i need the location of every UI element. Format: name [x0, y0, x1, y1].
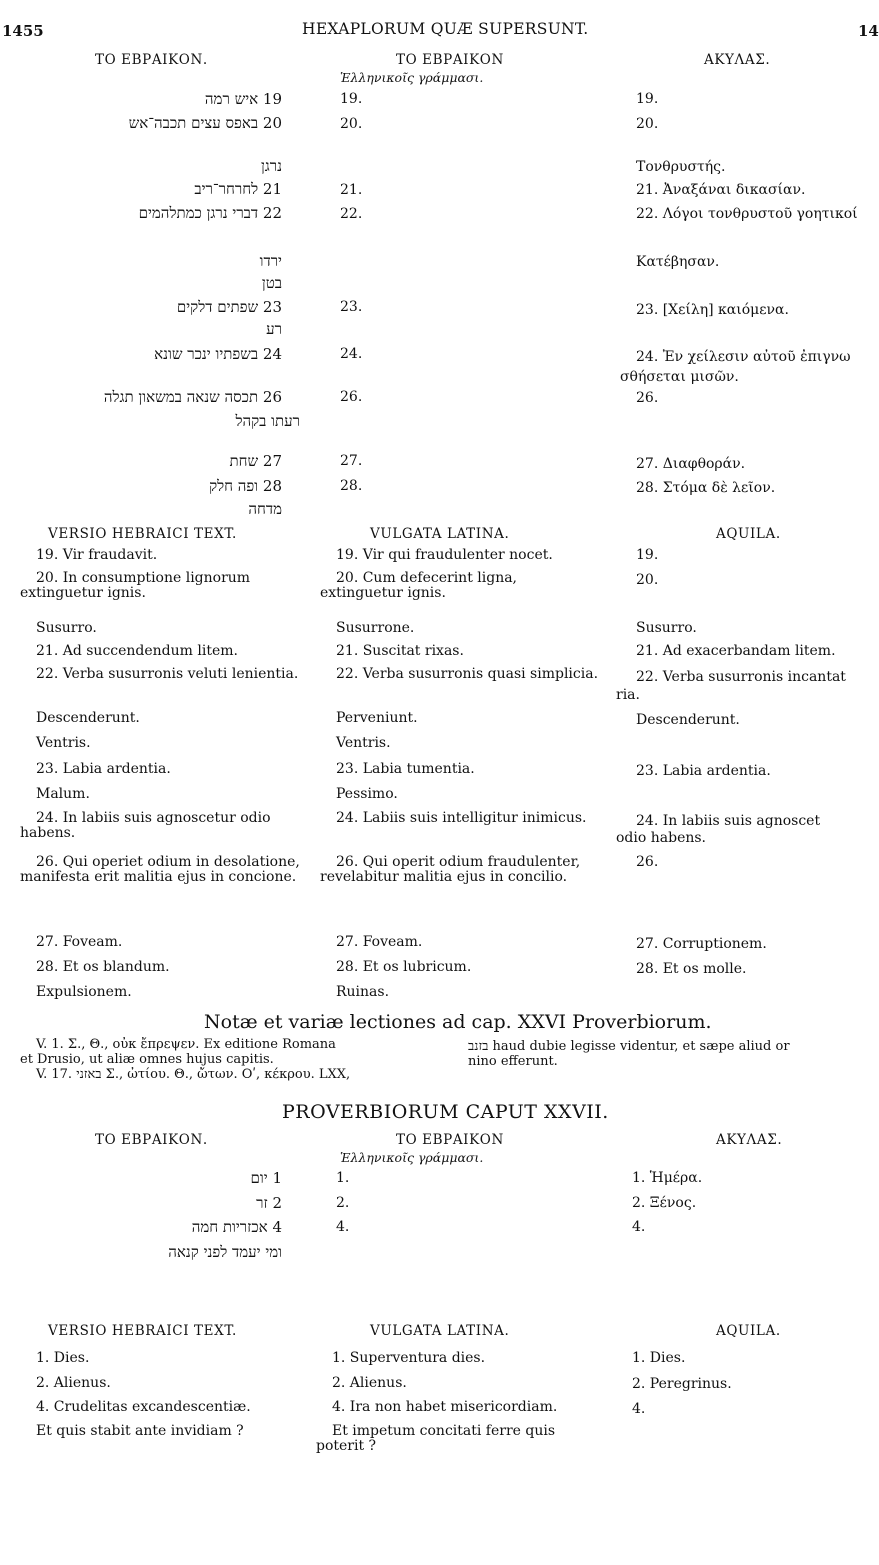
hebrew-line: 2 זר — [256, 1194, 282, 1212]
aquila-latin-line: 1. Dies. — [632, 1350, 686, 1366]
aquila-latin-line: 27. Corruptionem. — [636, 936, 767, 952]
aquila-latin-line: 2. Peregrinus. — [632, 1376, 732, 1392]
notes-title: Notæ et variæ lectiones ad cap. XXVI Proverbiorum. — [204, 1011, 712, 1033]
translit-num: 2. — [336, 1195, 350, 1211]
vulgata-line: 27. Foveam. — [336, 934, 423, 950]
page-number-left: 1455 — [2, 22, 44, 40]
versio-line: Susurro. — [36, 620, 97, 636]
col-header-aquila: ΑΚΥΛΑΣ. — [716, 1132, 783, 1148]
aquila-greek-line: 21. Ἀναξάναι δικασίαν. — [636, 182, 806, 198]
translit-num: 23. — [340, 299, 363, 315]
page-number-right: 14 — [858, 22, 879, 40]
versio-line: Et quis stabit ante invidiam ? — [36, 1423, 244, 1439]
aquila-latin-line: odio habens. — [616, 830, 707, 846]
versio-line: 23. Labia ardentia. — [36, 761, 171, 777]
hebrew-line: ומי יעמד לפני קנאה — [168, 1243, 282, 1261]
versio-line: 22. Verba susurronis veluti lenientia. — [36, 666, 299, 682]
vulgata-line: 23. Labia tumentia. — [336, 761, 475, 777]
versio-line: 2. Alienus. — [36, 1375, 111, 1391]
aquila-greek-line: 19. — [636, 91, 659, 107]
col-header-vulgata: VULGATA LATINA. — [370, 1323, 510, 1339]
col-header-translit: ΤΟ ΕΒΡΑΙΚΟΝ — [396, 1132, 504, 1148]
vulgata-line: 1. Superventura dies. — [332, 1350, 486, 1366]
aquila-latin-line: 20. — [636, 572, 659, 588]
translit-num: 27. — [340, 453, 363, 469]
aquila-greek-line: 23. [Χείλη] καιόμενα. — [636, 302, 789, 318]
col-header-versio: VERSIO HEBRAICI TEXT. — [48, 526, 237, 542]
vulgata-line: Ventris. — [336, 735, 391, 751]
vulgata-line: Susurrone. — [336, 620, 415, 636]
vulgata-line: 28. Et os lubricum. — [336, 959, 472, 975]
hebrew-line: 20 באפס עצים תכבה־אש — [128, 114, 282, 132]
versio-line: 21. Ad succendendum litem. — [36, 643, 238, 659]
running-head-title: HEXAPLORUM QUÆ SUPERSUNT. — [302, 20, 589, 38]
vulgata-line: 26. Qui operit odium fraudulenter, revelabitur malitia ejus in concilio. — [320, 854, 581, 885]
col-header-aquila: ΑΚΥΛΑΣ. — [704, 52, 771, 68]
versio-line: Malum. — [36, 786, 90, 802]
aquila-greek-line: 28. Στόμα δὲ λεῖον. — [636, 480, 776, 496]
chapter-title: PROVERBIORUM CAPUT XXVII. — [282, 1101, 609, 1123]
hebrew-line: רע — [266, 320, 282, 338]
vulgata-line: 22. Verba susurronis quasi simplicia. — [336, 666, 599, 682]
hebrew-line: 4 אכזריות חמה — [191, 1218, 282, 1236]
versio-line: Expulsionem. — [36, 984, 132, 1000]
note-line: V. 1. Σ., Θ., οὐκ ἔπρεψεν. Ex editione Romana — [36, 1037, 336, 1052]
note-line: nino efferunt. — [468, 1054, 558, 1069]
translit-num: 20. — [340, 116, 363, 132]
hebrew-line: 19 איש רמה — [204, 90, 282, 108]
versio-line: Descenderunt. — [36, 710, 140, 726]
aquila-greek-line: 4. — [632, 1219, 646, 1235]
versio-line: 20. In consumptione lignorum extinguetur ignis. — [20, 570, 251, 601]
hebrew-line: 28 ופה חלק — [209, 477, 282, 495]
aquila-greek-line: 26. — [636, 390, 659, 406]
translit-num: 19. — [340, 91, 363, 107]
aquila-greek-line: 2. Ξένος. — [632, 1195, 697, 1211]
translit-num: 1. — [336, 1170, 350, 1186]
aquila-latin-line: Descenderunt. — [636, 712, 740, 728]
vulgata-line: Perveniunt. — [336, 710, 418, 726]
hebrew-line: 1 יום — [250, 1169, 282, 1187]
translit-num: 22. — [340, 206, 363, 222]
vulgata-line: Ruinas. — [336, 984, 390, 1000]
hebrew-line: בטן — [261, 274, 282, 292]
col-header-hebrew: ΤΟ ΕΒΡΑΙΚΟΝ. — [95, 52, 208, 68]
hebrew-line: 23 שפתים דלקים — [176, 298, 282, 316]
versio-line: 4. Crudelitas excandescentiæ. — [36, 1399, 251, 1415]
versio-line: 27. Foveam. — [36, 934, 123, 950]
vulgata-line: 4. Ira non habet misericordiam. — [332, 1399, 558, 1415]
hebrew-line: מדחה — [248, 500, 282, 518]
col-header-versio: VERSIO HEBRAICI TEXT. — [48, 1323, 237, 1339]
note-line: et Drusio, ut aliæ omnes hujus capitis. — [20, 1052, 274, 1067]
vulgata-line: Et impetum concitati ferre quis poterit ? — [316, 1423, 556, 1454]
aquila-latin-line: 4. — [632, 1401, 646, 1417]
versio-line: 19. Vir fraudavit. — [36, 547, 158, 563]
aquila-greek-line: 24. Ἐν χείλεσιν αὐτοῦ ἐπιγνω — [636, 349, 851, 365]
aquila-greek-line: Κατέβησαν. — [636, 254, 720, 270]
aquila-latin-line: ria. — [616, 687, 640, 703]
hebrew-line: ירדו — [259, 252, 282, 270]
translit-num: 24. — [340, 346, 363, 362]
aquila-latin-line: 19. — [636, 547, 659, 563]
hebrew-line: נרגן — [260, 157, 282, 175]
col-header-hebrew: ΤΟ ΕΒΡΑΙΚΟΝ. — [95, 1132, 208, 1148]
vulgata-line: 24. Labiis suis intelligitur inimicus. — [336, 810, 587, 826]
hebrew-line: 22 דברי נרגן כמתלהמים — [138, 204, 282, 222]
col-header-vulgata: VULGATA LATINA. — [370, 526, 510, 542]
aquila-greek-line: 22. Λόγοι τονθρυστοῦ γοητικοί — [636, 206, 858, 222]
aquila-latin-line: 22. Verba susurronis incantat — [636, 669, 846, 685]
vulgata-line: 20. Cum defecerint ligna, extinguetur ignis. — [320, 570, 518, 601]
aquila-greek-line: 1. Ἡμέρα. — [632, 1170, 703, 1186]
col-header-translit-sub: Ἑλληνικοῖς γράμμασι. — [340, 70, 484, 85]
vulgata-line: 21. Suscitat rixas. — [336, 643, 464, 659]
aquila-latin-line: 21. Ad exacerbandam litem. — [636, 643, 836, 659]
translit-num: 28. — [340, 478, 363, 494]
note-line: בזנב haud dubie legisse videntur, et sæpe aliud or — [468, 1039, 790, 1054]
aquila-latin-line: 23. Labia ardentia. — [636, 763, 771, 779]
aquila-latin-line: 28. Et os molle. — [636, 961, 747, 977]
translit-num: 21. — [340, 182, 363, 198]
versio-line: 26. Qui operiet odium in desolatione, manifesta erit malitia ejus in concione. — [20, 854, 300, 885]
vulgata-line: 19. Vir qui fraudulenter nocet. — [336, 547, 553, 563]
vulgata-line: 2. Alienus. — [332, 1375, 407, 1391]
hebrew-line: 26 תכסה שנאה במשאון תגלה — [103, 388, 282, 406]
hebrew-line: 27 שחת — [229, 452, 282, 470]
aquila-latin-line: 26. — [636, 854, 659, 870]
hebrew-line: 24 בשפתיו ינכר שונא — [154, 345, 282, 363]
aquila-greek-line: 27. Διαφθοράν. — [636, 456, 746, 472]
col-header-aquila-latin: AQUILA. — [716, 526, 781, 542]
versio-line: 24. In labiis suis agnoscetur odio habens. — [20, 810, 271, 841]
translit-num: 4. — [336, 1219, 350, 1235]
vulgata-line: Pessimo. — [336, 786, 398, 802]
aquila-greek-line: 20. — [636, 116, 659, 132]
aquila-latin-line: 24. In labiis suis agnoscet — [636, 813, 821, 829]
translit-num: 26. — [340, 389, 363, 405]
col-header-translit: ΤΟ ΕΒΡΑΙΚΟΝ — [396, 52, 504, 68]
versio-line: 1. Dies. — [36, 1350, 90, 1366]
versio-line: Ventris. — [36, 735, 91, 751]
aquila-latin-line: Susurro. — [636, 620, 697, 636]
aquila-greek-line: Τονθρυστής. — [636, 159, 726, 175]
col-header-aquila-latin: AQUILA. — [716, 1323, 781, 1339]
hebrew-line: רעתו בקהל — [235, 412, 300, 430]
note-line: V. 17. באזני Σ., ὠτίου. Θ., ὤτων. Οʹ, κέκρου. LXX, — [36, 1067, 351, 1082]
hebrew-line: 21 לחרחר־ריב — [194, 180, 282, 198]
aquila-greek-line: σθήσεται μισῶν. — [620, 369, 739, 385]
col-header-translit-sub: Ἑλληνικοῖς γράμμασι. — [340, 1150, 484, 1165]
versio-line: 28. Et os blandum. — [36, 959, 170, 975]
